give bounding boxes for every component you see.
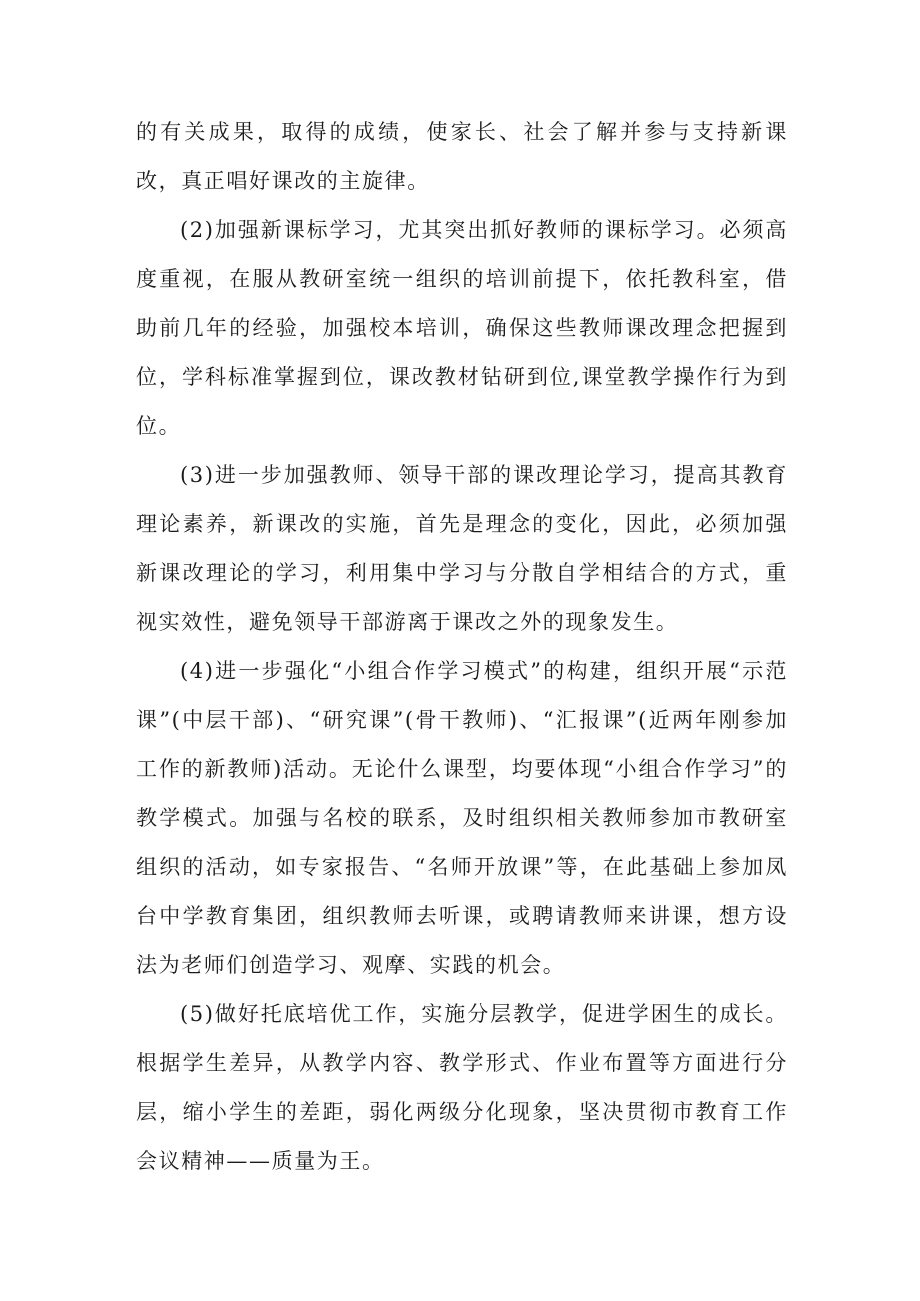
paragraph-item-5: (5)做好托底培优工作，实施分层教学，促进学困生的成长。根据学生差异，从教学内容、教学形式、作业布置等方面进行分层，缩小学生的差距，弱化两级分化现象，坚决贯彻市教育工作会议精神——质量为王。 xyxy=(136,1002,788,1173)
paragraph-continuation: 的有关成果，取得的成绩，使家长、社会了解并参与支持新课改，真正唱好课改的主旋律。 xyxy=(136,120,788,193)
paragraph-item-2: (2)加强新课标学习，尤其突出抓好教师的课标学习。必须高度重视，在服从教研室统一组织的培训前提下，依托教科室，借助前几年的经验，加强校本培训，确保这些教师课改理念把握到位，学科标准掌握到位，课改教材钻研到位,课堂教学操作行为到位。 xyxy=(136,218,788,438)
document-body xyxy=(136,108,788,1186)
paragraph-item-3: (3)进一步加强教师、领导干部的课改理论学习，提高其教育理论素养，新课改的实施，首先是理念的变化，因此，必须加强新课改理论的学习，利用集中学习与分散自学相结合的方式，重视实效性，避免领导干部游离于课改之外的现象发生。 xyxy=(136,463,788,634)
paragraph-item-4: (4)进一步强化“小组合作学习模式”的构建，组织开展“示范课”(中层干部)、“研究课”(骨干教师)、“汇报课”(近两年刚参加工作的新教师)活动。无论什么课型，均要体现“小组合作学习”的教学模式。加强与名校的联系，及时组织相关教师参加市教研室组织的活动，如专家报告、“名师开放课”等，在此基础上参加凤台中学教育集团，组织教师去听课，或聘请教师来讲课，想方设法为老师们创造学习、观摩、实践的机会。 xyxy=(136,659,788,977)
